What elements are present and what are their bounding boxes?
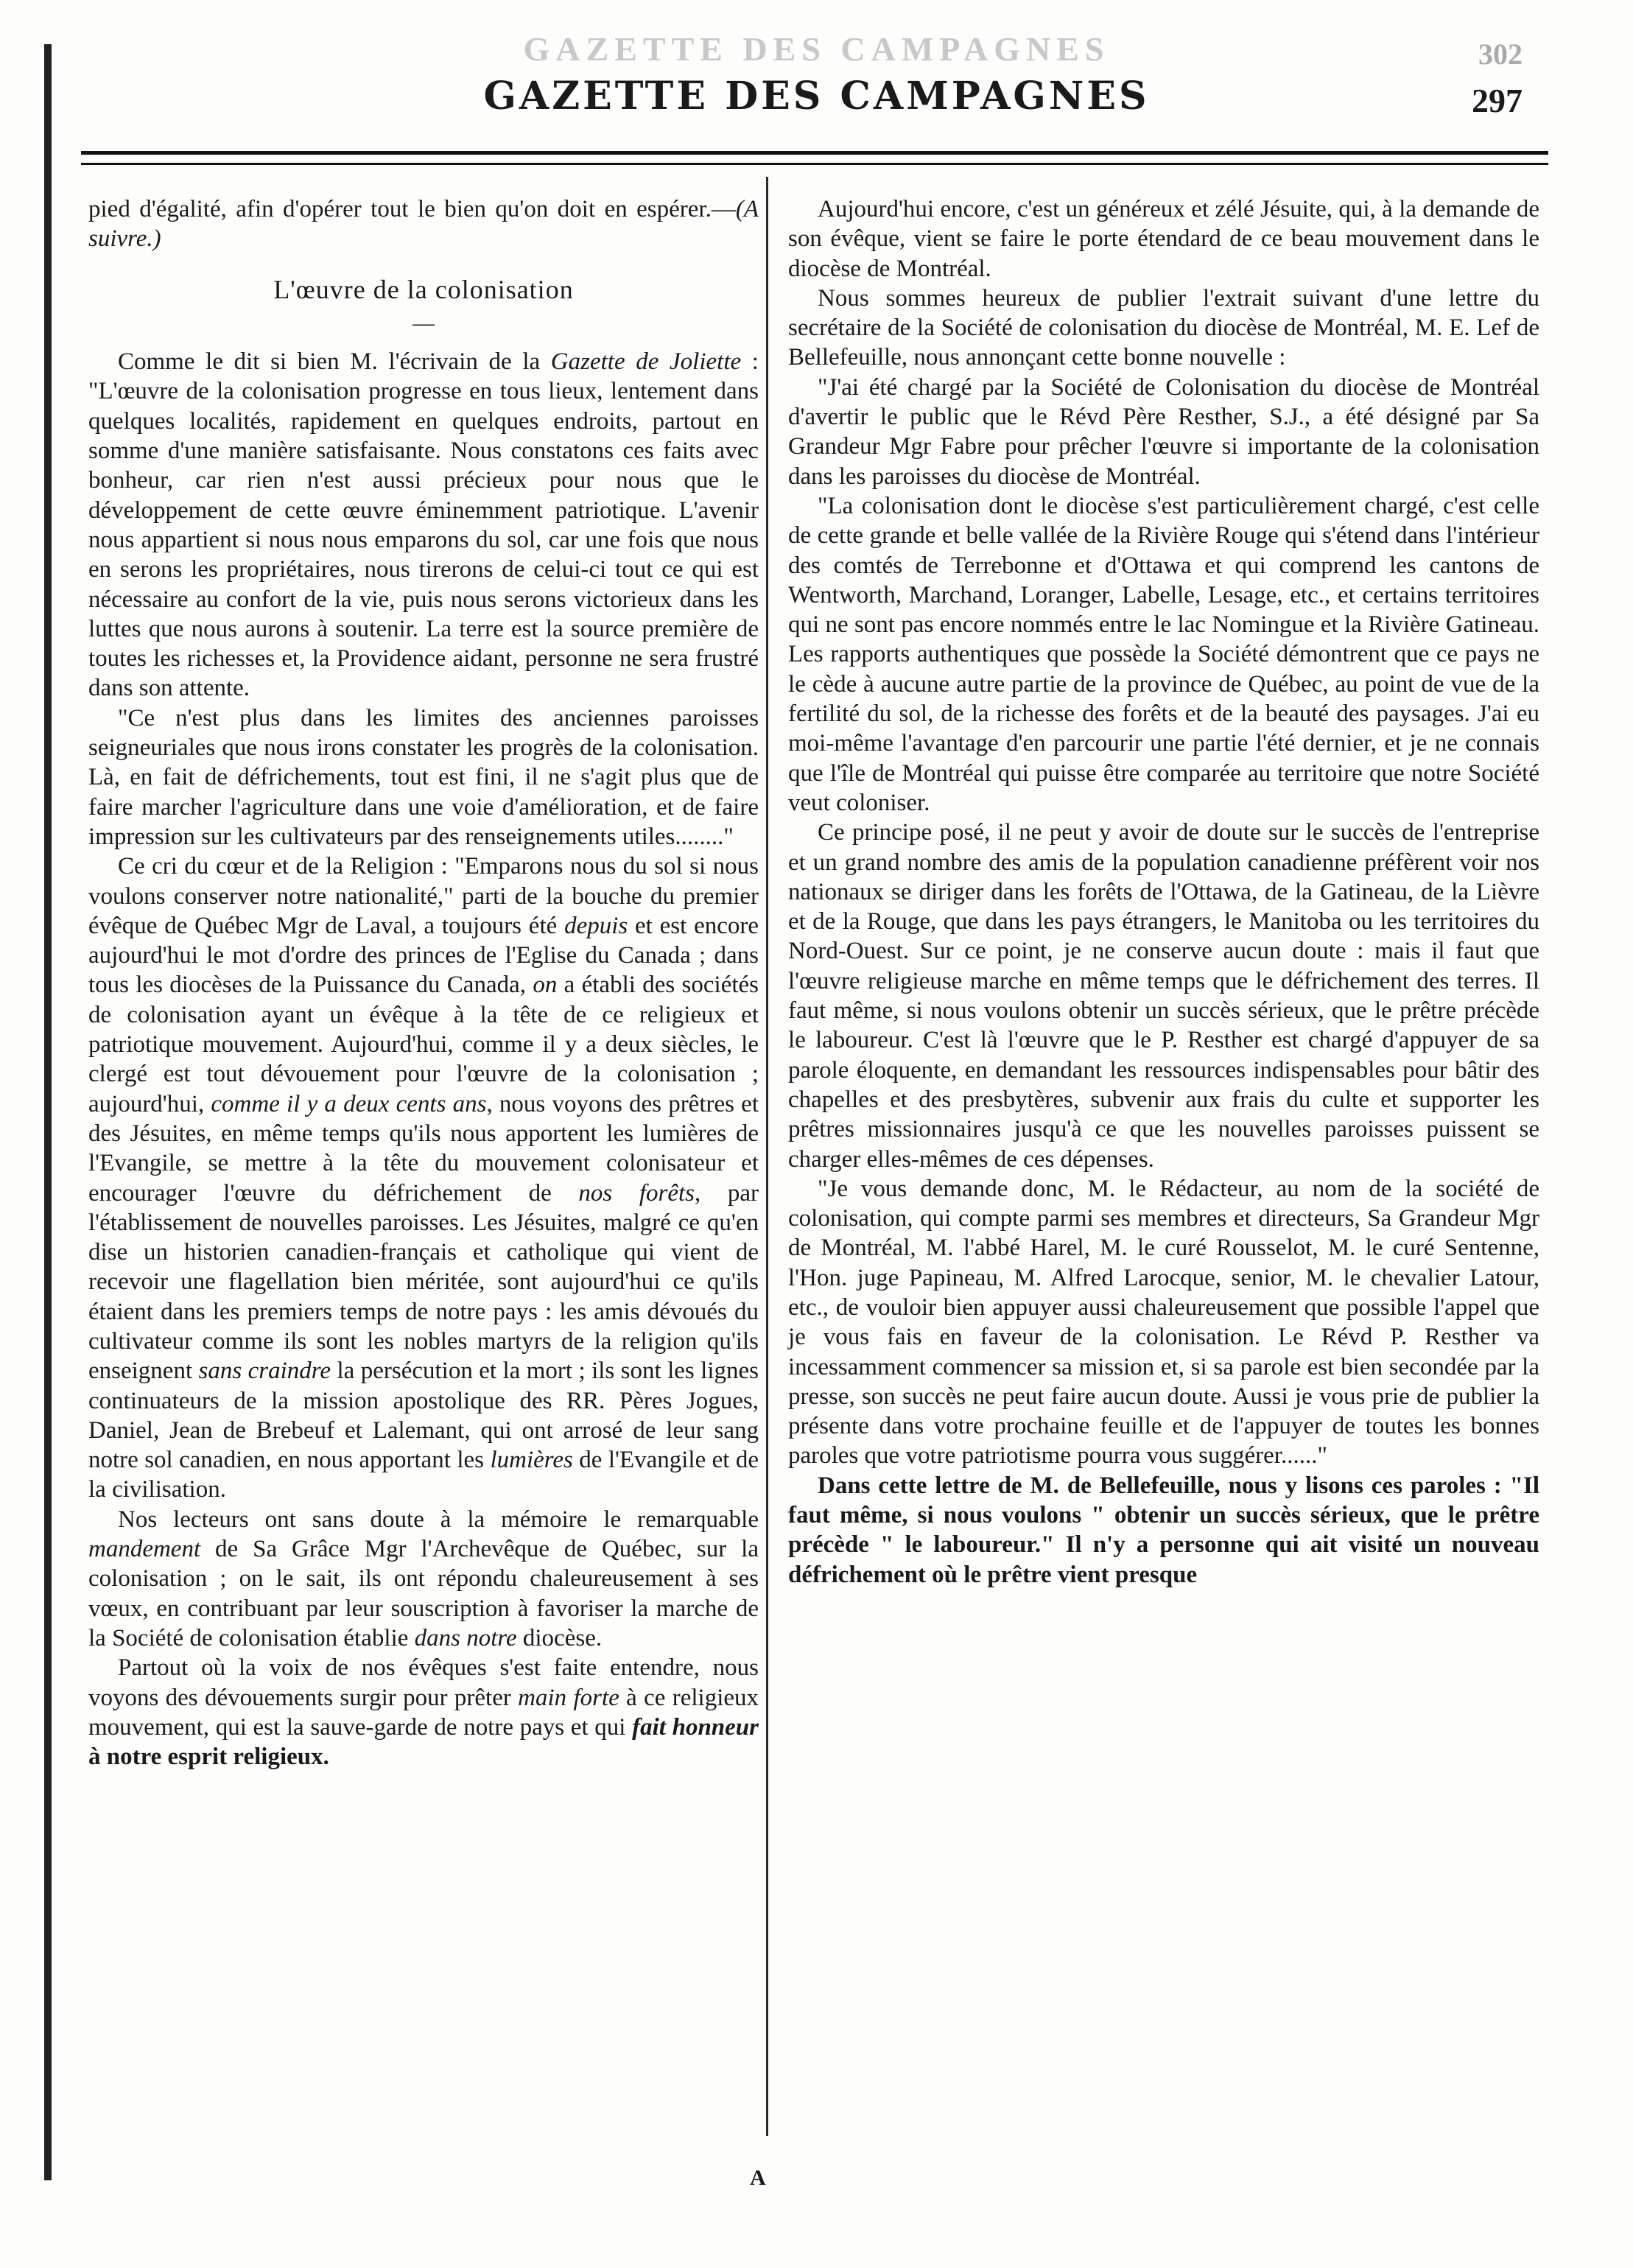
text-run: diocèse.: [516, 1624, 603, 1651]
text-run: de l'Evangile et de la civilisation.: [88, 1447, 759, 1503]
text-run: à notre esprit religieux.: [88, 1744, 329, 1771]
text-run: , par l'établissement de nouvelles paroisses. Les Jésuites, malgré ce qu'en dise un historien canadien-français et catholique qui vient de recevoir une flagellation bien méritée, sont aujourd'hui ce qu'ils étaient dans les premiers temps de notre pays : les amis dévoués du cultivateur comme ils sont les nobles martyrs de la religion qu'ils enseignent: [88, 1179, 759, 1385]
article-paragraph-2: "Ce n'est plus dans les limites des anciennes paroisses seigneuriales que nous irons constater les progrès de la colonisation. Là, en fait de défrichements, tout est fini, il ne s'agit plus que de faire marcher l'agriculture dans une voie d'amélioration, et de faire impression sur les cultivateurs par des renseignements utiles........": [88, 704, 759, 850]
signature-mark: A: [750, 2166, 766, 2190]
right-paragraph-5: Ce principe posé, il ne peut y avoir de doute sur le succès de l'entreprise et un grand nombre des amis de la population canadienne préfèrent voir nos nationaux se diriger dans les forêts de l'Ottawa, de la Gatineau, de la Lièvre et de la Rouge, que dans les pays étrangers, le Manitoba ou les territoires du Nord-Ouest. Sur ce point, je ne conserve aucun doute : mais il faut que l'œuvre religieuse marche en même temps que le défrichement des terres. Il faut même, si nous voulons obtenir un succès sérieux, que le prêtre précède le laboureur. C'est là l'œuvre que le P. Resther est chargé d'appuyer de sa parole éloquente, en demandant les ressources indispensables pour bâtir des chapelles et des presbytères, subvenir aux frais du culte et supporter les prêtres missionnaires jusqu'à ce que les nouvelles paroisses puissent se charger elles-mêmes de ces dépenses.: [788, 819, 1539, 1173]
continued-text: pied d'égalité, afin d'opérer tout le bien qu'on doit en espérer.—: [88, 196, 736, 222]
text-run: et est encore aujourd'hui le mot d'ordre des princes de l'Eglise du Canada ; dans tous les diocèses de la Puissance du Canada,: [88, 912, 759, 999]
article-paragraph-1: [88, 347, 759, 703]
text-run: depuis: [564, 912, 628, 939]
text-run: Gazette de Joliette: [550, 348, 742, 376]
text-run: la persécution et la mort ; ils sont les lignes continuateurs de la mission apostolique des RR. Pères Jogues, Daniel, Jean de Brebeuf et Lalemant, qui ont arrosé de leur sang notre sol canadien, en nous apportant les: [88, 1358, 759, 1474]
text-run: lumières: [490, 1447, 573, 1474]
article-paragraph-5: [88, 1653, 759, 1772]
to-be-continued: (A suivre.): [88, 196, 759, 253]
text-run: a établi des sociétés de colonisation ayant un évêque à la tête de ce religieux et patriotique mouvement. Aujourd'hui, comme il y a deux siècles, le clergé est tout dévouement pour l'œuvre de la colonisation ; aujourd'hui,: [88, 972, 759, 1117]
text-run: main forte: [518, 1684, 619, 1711]
title-divider: —: [412, 310, 435, 335]
right-paragraph-1: Aujourd'hui encore, c'est un généreux et zélé Jésuite, qui, à la demande de son évêque, vient se faire le porte étendard de ce beau mouvement dans le diocèse de Montréal.: [788, 196, 1539, 282]
text-run: : "L'œuvre de la colonisation progresse en tous lieux, lentement dans quelques localités, rapidement en quelques endroits, partout en somme d'une manière satisfaisante. Nous constatons ces faits avec bonheur, car rien n'est aussi précieux pour nous que le développement de cette œuvre éminemment patriotique. L'avenir nous appartient si nous nous emparons du sol, car une fois que nous en serons les propriétaires, nous tirerons de celui-ci tout ce qui est nécessaire au confort de la vie, puis nous serons victorieux dans les luttes que nous aurons à soutenir. La terre est la source première de toutes les richesses et, la Providence aidant, personne ne sera frustré dans son attente.: [88, 348, 759, 702]
article-paragraph-4: [88, 1505, 759, 1653]
bleed-through-title: GAZETTE DES CAMPAGNES: [523, 30, 1110, 68]
text-run: sans craindre: [198, 1358, 331, 1385]
column-divider: [766, 177, 768, 2136]
page-number: 297: [1472, 82, 1523, 119]
text-run: fait honneur: [632, 1713, 759, 1741]
page-binding-edge: [44, 44, 52, 2180]
text-run: nos forêts: [578, 1179, 695, 1207]
text-run: à ce religieux mouvement, qui est la sauve-garde de notre pays et qui: [88, 1684, 759, 1741]
right-paragraph-4: "La colonisation dont le diocèse s'est particulièrement chargé, c'est celle de cette grande et belle vallée de la Rivière Rouge qui s'étend dans l'intérieur des comtés de Terrebonne et d'Ottawa et qui comprend les cantons de Wentworth, Marchand, Loranger, Labelle, Lesage, etc., et certains territoires qui ne sont pas encore nommés entre le lac Nomingue et la Rivière Gatineau. Les rapports authentiques que possède la Société démontrent que ce pays ne le cède à aucune autre partie de la province de Québec, au point de vue de la fertilité du sol, de la richesse des forêts et de la beauté des paysages. J'ai eu moi-même l'avantage d'en parcourir une partie l'été dernier, et je ne connais que l'île de Montréal qui puisse être comparée au territoire que notre Société veut coloniser.: [788, 492, 1539, 816]
right-paragraph-3: "J'ai été chargé par la Société de Colonisation du diocèse de Montréal d'avertir le public que le Révd Père Resther, S.J., a été désigné par Sa Grandeur Mgr Fabre pour prêcher l'œuvre si importante de la colonisation dans les paroisses du diocèse de Montréal.: [788, 373, 1539, 490]
text-run: mandement: [88, 1536, 201, 1563]
continued-paragraph: [88, 194, 759, 254]
right-column: [788, 194, 1539, 1590]
right-paragraph-6: "Je vous demande donc, M. le Rédacteur, au nom de la société de colonisation, qui compte parmi ses membres et directeurs, Sa Grandeur Mgr de Montréal, M. l'abbé Harel, M. le curé Rousselot, M. le curé Sentenne, l'Hon. juge Papineau, M. Alfred Larocque, senior, M. le chevalier Latour, etc., de vouloir bien appuyer aussi chaleureusement que possible l'appel que je vous fais en faveur de la colonisation. Le Révd P. Resther va incessamment commencer sa mission et, si sa parole est bien secondée par la presse, son succès ne peut faire aucun doute. Aussi je vous prie de publier la présente dans votre prochaine feuille et de l'appuyer de toutes les bonnes paroles que votre patriotisme pourra vous suggérer......": [788, 1175, 1539, 1470]
left-column: [88, 194, 759, 1772]
old-page-number: 302: [1478, 38, 1523, 71]
text-run: comme il y a deux cents ans: [211, 1090, 487, 1117]
header-rule-thick: [81, 151, 1548, 155]
article-paragraph-3: [88, 852, 759, 1505]
text-run: Ce cri du cœur et de la Religion : "Emparons nous du sol si nous voulons conserver notre nationalité," parti de la bouche du premier évêque de Québec Mgr de Laval, a toujours été: [88, 853, 759, 939]
text-run: Comme le dit si bien M. l'écrivain de la: [118, 348, 551, 376]
masthead-title: GAZETTE DES CAMPAGNES: [483, 74, 1150, 119]
text-run: dans notre: [414, 1624, 517, 1651]
text-run: Partout où la voix de nos évêques s'est faite entendre, nous voyons des dévouements surgir pour prêter: [88, 1654, 759, 1711]
text-run: on: [533, 972, 558, 999]
text-run: de Sa Grâce Mgr l'Archevêque de Québec, sur la colonisation ; on le sait, ils ont répondu chaleureusement à ses vœux, en contribuant par leur souscription à favoriser la marche de la Société de colonisation établie: [88, 1536, 759, 1651]
text-run: Nos lecteurs ont sans doute à la mémoire le remarquable: [118, 1506, 759, 1533]
right-paragraph-2: Nous sommes heureux de publier l'extrait suivant d'une lettre du secrétaire de la Société de colonisation du diocèse de Montréal, M. E. Lef de Bellefeuille, nous annonçant cette bonne nouvelle :: [788, 284, 1539, 371]
article-title: L'œuvre de la colonisation: [273, 274, 574, 304]
header-rule-thin: [81, 163, 1548, 165]
right-paragraph-7: Dans cette lettre de M. de Bellefeuille, nous y lisons ces paroles : "Il faut même, si nous voulons " obtenir un succès sérieux, que le prêtre précède " le laboureur." Il n'y a personne qui ait visité un nouveau défrichement où le prêtre vient presque: [788, 1472, 1539, 1588]
text-run: , nous voyons des prêtres et des Jésuites, en même temps qu'ils nous apportent les lumières de l'Evangile, se mettre à la tête du mouvement colonisateur et encourager l'œuvre du défrichement de: [88, 1090, 759, 1207]
